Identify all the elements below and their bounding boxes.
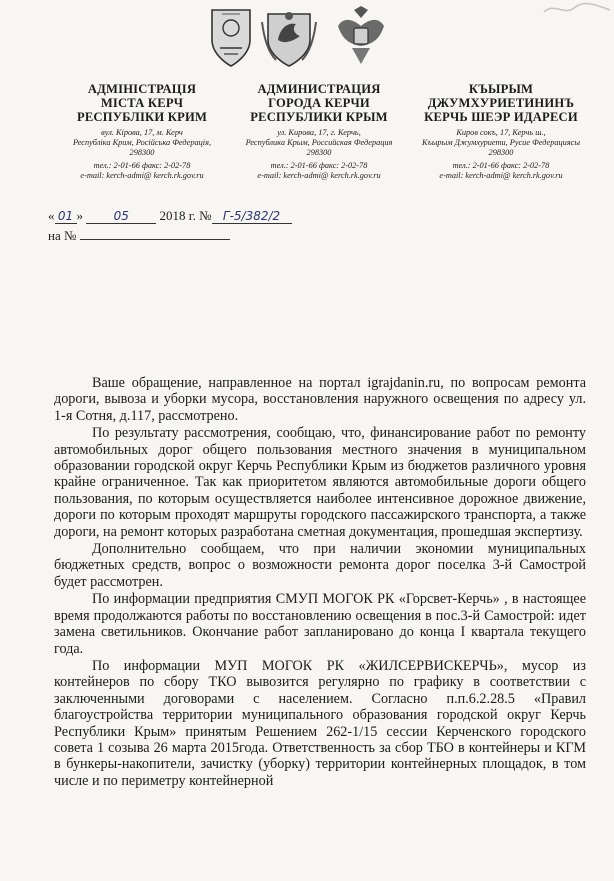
document-date-line [48, 208, 292, 224]
kerch-coat-of-arms-icon [200, 4, 262, 70]
org-name-crimean-tatar: КЪЫРЫМ ДЖУМХУРИЕТИНИНЪ КЕРЧЬ ШЕЭР ИДАРЕСИ [424, 82, 578, 124]
paragraph: Дополнительно сообщаем, что при наличии экономии муниципальных бюджетных средств, вопрос о возможности ремонта дорог поселка 3-й Самострой будет рассмотрен. [54, 541, 586, 590]
address-russian: ул. Кирова, 17, г. Керчь, Республика Крым, Российская Федерация 298300 [245, 128, 393, 157]
address-crimean-tatar: Киров сокъ, 17, Керчь ш., Къырым Джумхуриети, Русие Федерациясы 298300 [422, 128, 580, 157]
paragraph: По информации МУП МОГОК РК «ЖИЛСЕРВИСКЕРЧЬ», мусор из контейнеров по сбору ТКО вывозится регулярно по графику в соответствии с заключенными договорами с населением. Согласно п.п.6.2.28.5 «Правил благоустройства территории муниципального образования городской округ Керчь Республики Крым» принятым Решением 262-1/15 сессии Керченского городского совета 1 созыва 26 марта 2015года. Ответственность за сбор ТБО в контейнеры и КГМ в бункеры-накопители, зачистку (уборку) территории контейнерных площадок, в том числе и по периметру контейнерной [54, 657, 586, 789]
date-quote-open: « [48, 208, 55, 223]
contacts-crimean-tatar: тел.: 2-01-66 факс: 2-02-78 e-mail: kerch-admi@ kerch.rk.gov.ru [439, 161, 563, 180]
crimea-coat-of-arms-icon [258, 4, 320, 70]
reference-number-blank [80, 227, 230, 240]
org-name-ukrainian: АДМІНІСТРАЦІЯ МІСТА КЕРЧ РЕСПУБЛІКИ КРИМ [76, 82, 208, 124]
header-russian [224, 82, 414, 181]
contacts-ukrainian: тел.: 2-01-66 факс: 2-02-78 e-mail: kerch-admi@ kerch.rk.gov.ru [80, 161, 204, 180]
russia-coat-of-arms-icon [330, 4, 392, 70]
date-quote-close: » [76, 208, 83, 223]
address-ukrainian: вул. Кірова, 17, м. Керч Республіка Крим, Російська Федерація, 298300 [72, 128, 212, 157]
paragraph: По информации предприятия СМУП МОГОК РК «Горсвет-Керчь» , в настоящее время продолжаются работы по восстановлению освещения в пос.3-й Самострой: идет замена светильников. Окончание работ запланировано до конца I квартала текущего года. [54, 591, 586, 657]
header-crimean-tatar [406, 82, 596, 181]
date-year-number-label: 2018 г. № [159, 208, 212, 223]
letter-body [54, 375, 586, 789]
contacts-russian: тел.: 2-01-66 факс: 2-02-78 e-mail: kerch-admi@ kerch.rk.gov.ru [257, 161, 381, 180]
paragraph: Ваше обращение, направленное на портал igrajdanin.ru, по вопросам ремонта дороги, вывоза и уборки мусора, восстановления наружного освещения по адресу ул. 1-я Сотня, д.117, рассмотрено. [54, 375, 586, 424]
faint-stamp-mark [540, 0, 614, 18]
reference-line [48, 227, 230, 244]
org-name-russian: АДМИНИСТРАЦИЯ ГОРОДА КЕРЧИ РЕСПУБЛИКИ КРЫМ [250, 82, 388, 124]
document-number: Г-5/382/2 [212, 209, 292, 224]
date-month: 05 [86, 209, 156, 224]
reference-label: на № [48, 228, 77, 243]
paragraph: По результату рассмотрения, сообщаю, что, финансирование работ по ремонту автомобильных дорог общего пользования местного значения в муниципальном образовании городской округ Керчь Республики Крым из бюджетов различного уровня крайне ограниченное. Так как приоритетом являются автомобильные дороги общего пользования, по которым осуществляется наиболее интенсивное дорожное движение, дороги по которым проходят маршруты городского пассажирского транспорта, а также дороги, на ремонт которых разработана сметная документация, прошедшая экспертизу. [54, 425, 586, 540]
date-day: 01 [55, 209, 77, 224]
header-ukrainian [56, 82, 228, 181]
